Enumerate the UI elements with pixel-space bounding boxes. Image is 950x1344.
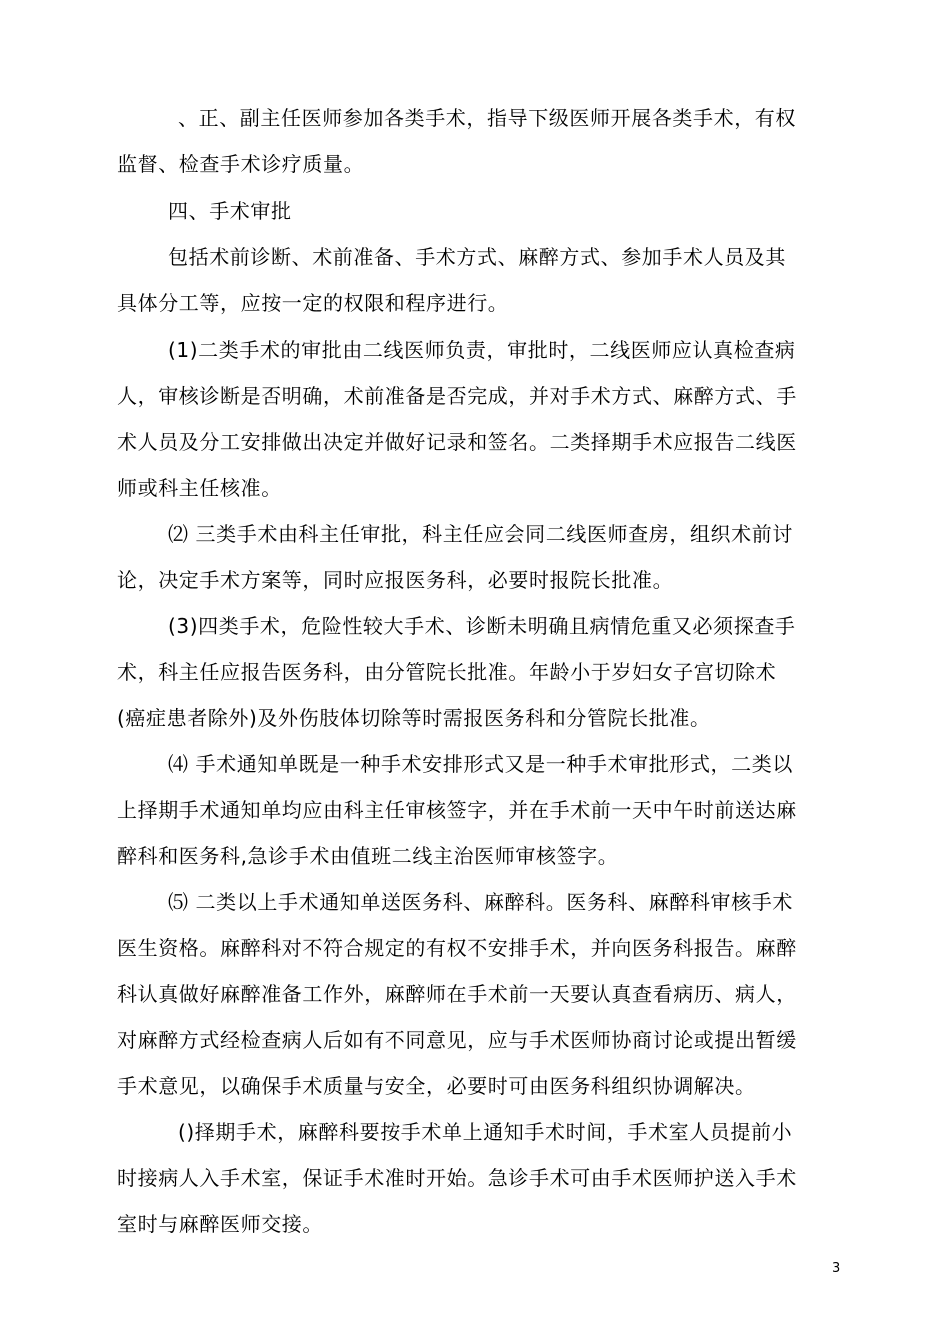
text-line: 医生资格。麻醉科对不符合规定的有权不安排手术，并向医务科报告。麻醉 [117,936,797,960]
text-line: ⑷ 手术通知单既是一种手术安排形式又是一种手术审批形式，二类以 [168,752,793,776]
text-line: (癌症患者除外)及外伤肢体切除等时需报医务科和分管院长批准。 [117,706,711,730]
text-line: 、正、副主任医师参加各类手术，指导下级医师开展各类手术，有权 [178,106,796,130]
text-line: ⑵ 三类手术由科主任审批，科主任应会同二线医师查房，组织术前讨 [168,522,793,546]
text-line: ()择期手术，麻醉科要按手术单上通知手术时间，手术室人员提前小 [178,1120,793,1144]
text-line: 对麻醉方式经检查病人后如有不同意见，应与手术医师协商讨论或提出暂缓 [117,1028,797,1052]
text-line: 师或科主任核准。 [117,476,282,500]
text-line: 手术意见，以确保手术质量与安全，必要时可由医务科组织协调解决。 [117,1074,756,1098]
text-line: 人，审核诊断是否明确，术前准备是否完成，并对手术方式、麻醉方式、手 [117,384,797,408]
text-line: (3)四类手术，危险性较大手术、诊断未明确且病情危重又必须探查手 [168,614,796,638]
text-line: 具体分工等，应按一定的权限和程序进行。 [117,291,509,315]
text-line: (1)二类手术的审批由二线医师负责，审批时，二线医师应认真检查病 [168,338,796,362]
text-line: 上择期手术通知单均应由科主任审核签字，并在手术前一天中午时前送达麻 [117,798,797,822]
page-number: 3 [832,1261,841,1276]
text-line: 论，决定手术方案等，同时应报医务科，必要时报院长批准。 [117,568,674,592]
text-line: 科认真做好麻醉准备工作外，麻醉师在手术前一天要认真查看病历、病人， [117,982,797,1006]
text-line: 术，科主任应报告医务科，由分管院长批准。年龄小于岁妇女子宫切除术 [117,660,777,684]
text-line: 时接病人入手术室，保证手术准时开始。急诊手术可由手术医师护送入手术 [117,1166,797,1190]
section-heading: 四、手术审批 [168,199,292,223]
text-line: 术人员及分工安排做出决定并做好记录和签名。二类择期手术应报告二线医 [117,430,797,454]
text-line: ⑸ 二类以上手术通知单送医务科、麻醉科。医务科、麻醉科审核手术 [168,890,793,914]
text-line: 室时与麻醉医师交接。 [117,1212,323,1236]
text-line: 醉科和医务科,急诊手术由值班二线主治医师审核签字。 [117,844,619,868]
text-line: 包括术前诊断、术前准备、手术方式、麻醉方式、参加手术人员及其 [168,245,786,269]
text-line: 监督、检查手术诊疗质量。 [117,152,365,176]
